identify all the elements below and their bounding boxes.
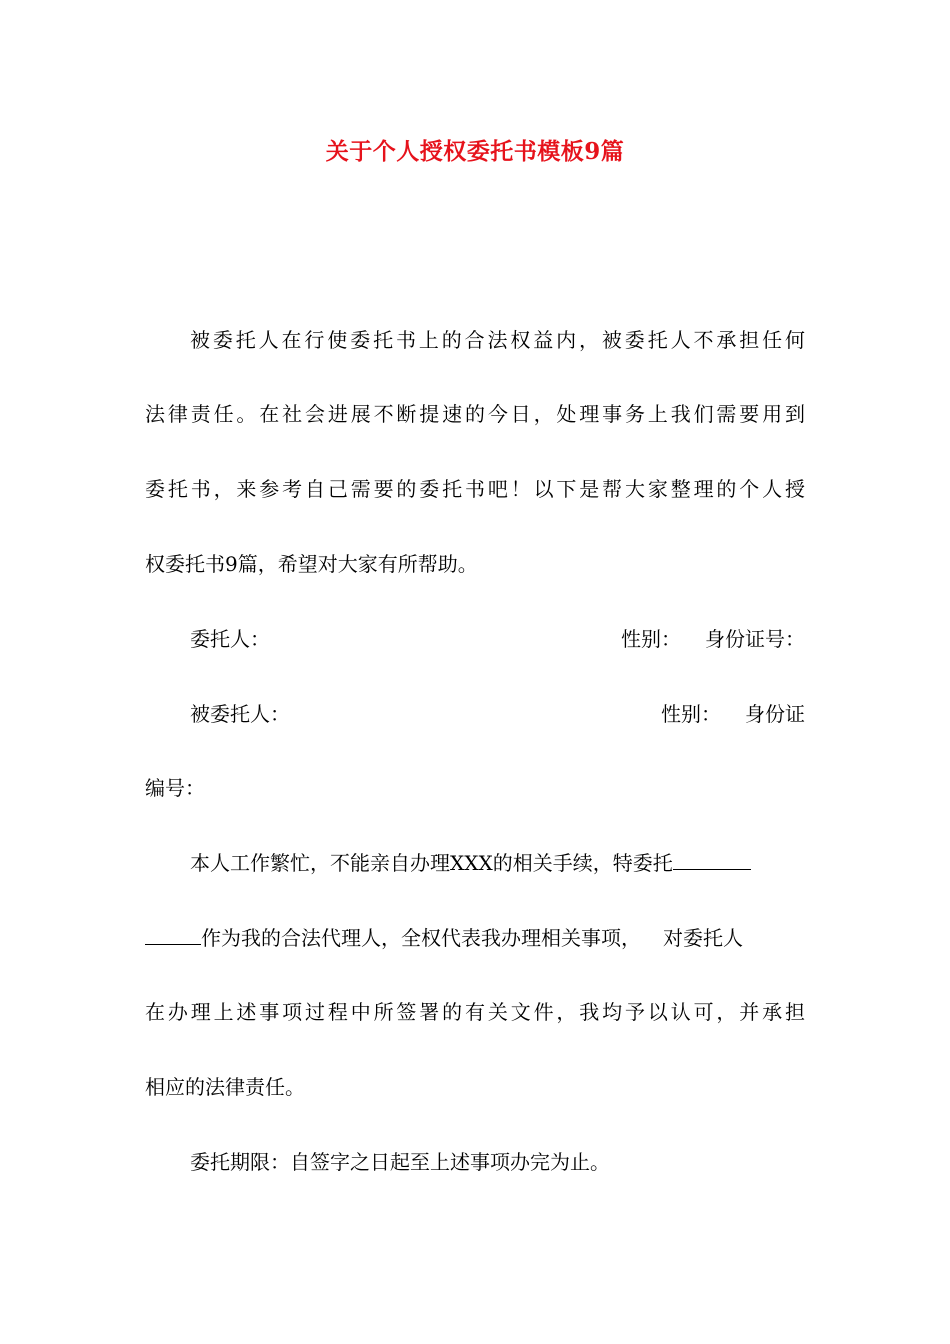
intro-line-1: 被委托人在行使委托书上的合法权益内，被委托人不承担任何 — [190, 328, 805, 352]
intro-line-3: 委托书，来参考自己需要的委托书吧！以下是帮大家整理的个人授 — [145, 477, 805, 501]
principal-label: 委托人： — [190, 627, 270, 651]
body-line-2-text: 作为我的合法代理人，全权代表我办理相关事项， — [201, 926, 641, 950]
principal-row — [190, 623, 805, 655]
intro-line-4: 权委托书9篇，希望对大家有所帮助。 — [145, 552, 478, 576]
principal-id-label: 身份证号： — [705, 627, 805, 651]
principal-gender-label: 性别： — [621, 627, 681, 651]
body-line-3: 在办理上述事项过程中所签署的有关文件，我均予以认可，并承担 — [145, 1000, 805, 1024]
term-line: 委托期限：自签字之日起至上述事项办完为止。 — [190, 1150, 610, 1174]
agent-name-blank-part2 — [145, 922, 201, 945]
body-line-1 — [190, 847, 805, 879]
intro-line-2: 法律责任。在社会进展不断提速的今日，处理事务上我们需要用到 — [145, 402, 805, 426]
body-line-2-tail: 对委托人 — [663, 926, 743, 950]
agent-label: 被委托人： — [190, 702, 290, 726]
body-line-2 — [145, 922, 805, 954]
agent-name-blank-part1 — [673, 847, 751, 870]
agent-id-label-part1: 身份证 — [745, 702, 805, 726]
agent-gender-label: 性别： — [661, 702, 721, 726]
document-title: 关于个人授权委托书模板9篇 — [325, 138, 625, 165]
agent-id-label-part2: 编号： — [145, 776, 205, 800]
body-line-1-text: 本人工作繁忙，不能亲自办理XXX的相关手续，特委托 — [190, 851, 673, 875]
body-line-4: 相应的法律责任。 — [145, 1075, 305, 1099]
agent-row — [190, 698, 805, 730]
